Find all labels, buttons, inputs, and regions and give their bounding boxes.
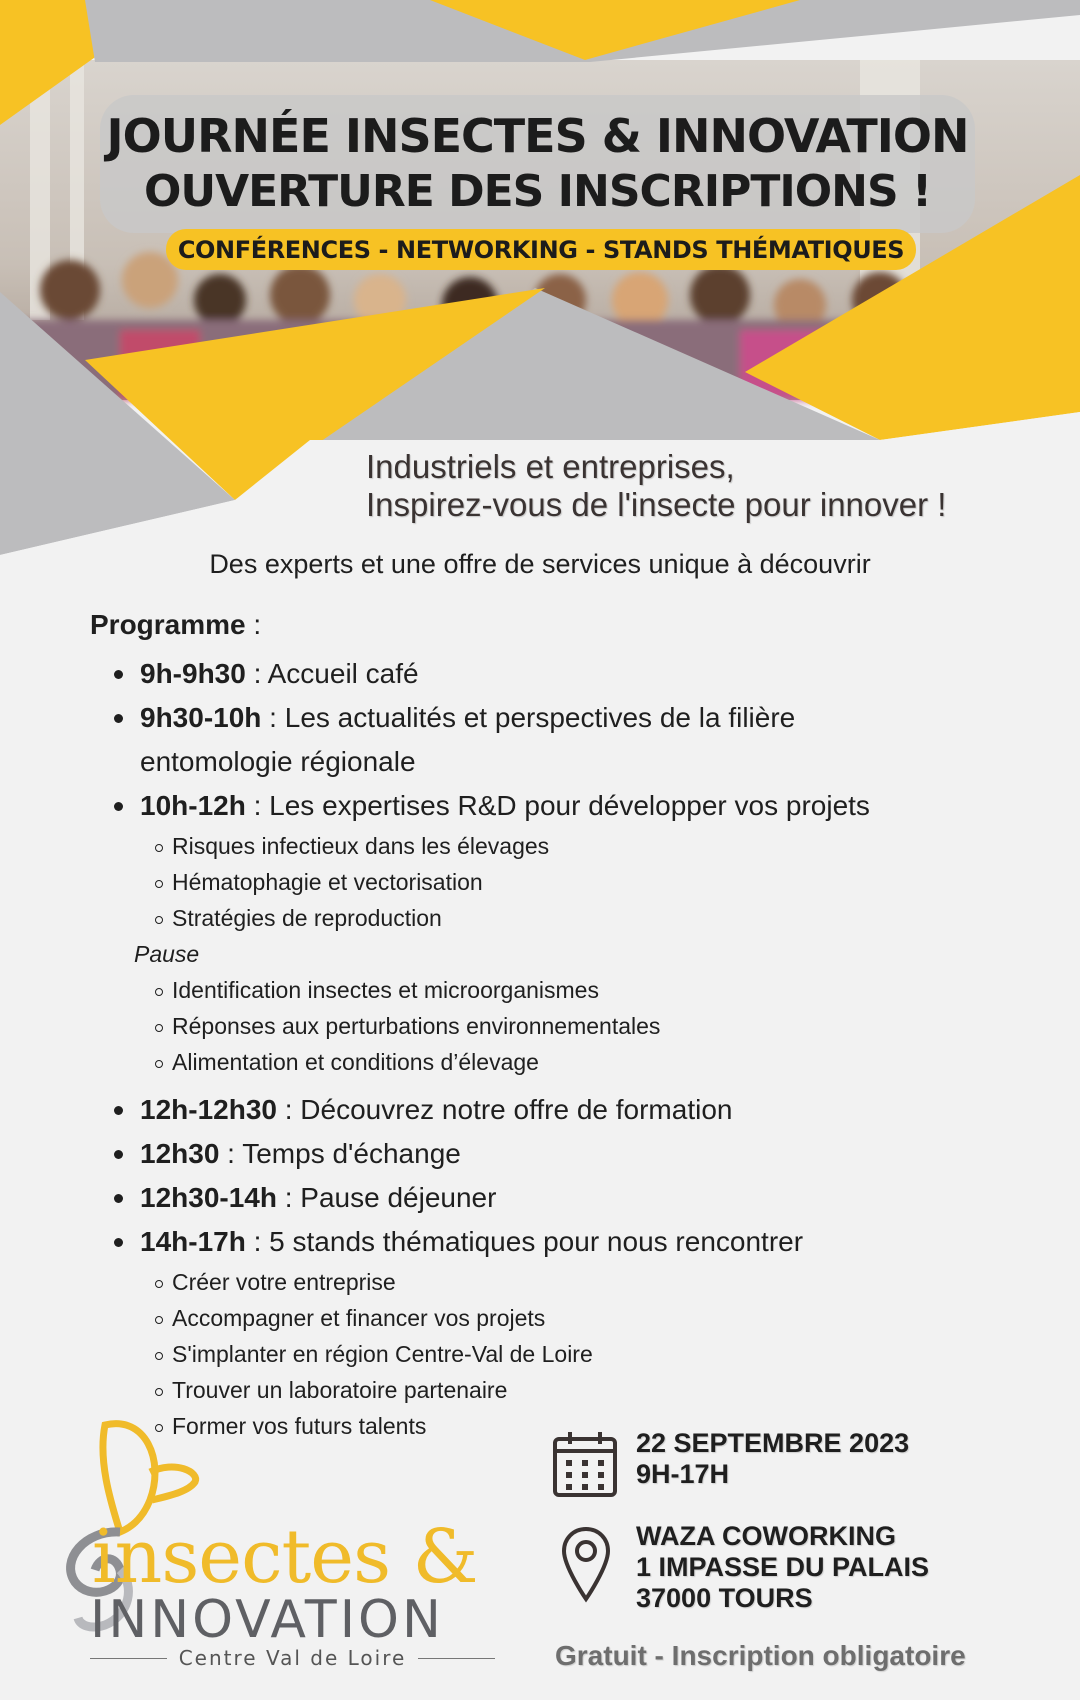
programme	[90, 608, 1050, 1444]
date-label: 22 SEPTEMBRE 2023	[636, 1428, 910, 1458]
programme-item	[90, 1220, 1050, 1264]
programme-item	[90, 652, 1050, 696]
sub-item: S'implanter en région Centre-Val de Loire	[90, 1336, 1050, 1372]
logo-region	[90, 1646, 495, 1670]
free-registration-note: Gratuit - Inscription obligatoire	[555, 1640, 966, 1671]
sub-item: Stratégies de reproduction	[90, 900, 1050, 936]
programme-item	[90, 1176, 1050, 1220]
title-line-1: JOURNÉE INSECTES & INNOVATION	[106, 109, 969, 163]
hours-label: 9H-17H	[636, 1459, 730, 1489]
programme-heading-colon: :	[245, 609, 262, 640]
item-time: 9h-9h30	[140, 658, 246, 689]
event-date	[636, 1428, 909, 1490]
item-time: 14h-17h	[140, 1226, 246, 1257]
item-text: : Temps d'échange	[219, 1138, 461, 1169]
item-text-continued: entomologie régionale	[140, 746, 416, 777]
programme-heading-label: Programme	[90, 609, 246, 640]
item-time: 12h-12h30	[140, 1094, 277, 1125]
item-text: : 5 stands thématiques pour nous rencontrer	[245, 1226, 804, 1257]
item-time: 12h30-14h	[140, 1182, 277, 1213]
programme-item	[90, 784, 1050, 828]
sub-item: Réponses aux perturbations environnementales	[90, 1008, 1050, 1044]
sub-item: Alimentation et conditions d’élevage	[90, 1044, 1050, 1080]
calendar-icon	[552, 1430, 618, 1498]
logo-word-insectes: insectes &	[92, 1514, 478, 1600]
sub-item: Trouver un laboratoire partenaire	[90, 1372, 1050, 1408]
programme-heading	[90, 608, 1050, 642]
sub-item: Hématophagie et vectorisation	[90, 864, 1050, 900]
location-pin-icon	[560, 1525, 612, 1605]
sub-item: Créer votre entreprise	[90, 1264, 1050, 1300]
title-box	[100, 95, 975, 233]
sub-item: Identification insectes et microorganismes	[90, 972, 1050, 1008]
place-line-2: 1 IMPASSE DU PALAIS	[636, 1552, 930, 1582]
logo-word-innovation: INNOVATION	[90, 1590, 444, 1650]
item-text: : Les expertises R&D pour développer vos projets	[245, 790, 870, 821]
item-time: 9h30-10h	[140, 702, 262, 733]
item-time: 10h-12h	[140, 790, 246, 821]
programme-item	[90, 1132, 1050, 1176]
place-line-3: 37000 TOURS	[636, 1583, 813, 1613]
subtitle-pill: CONFÉRENCES - NETWORKING - STANDS THÉMATIQUES	[166, 229, 916, 270]
tagline	[366, 448, 946, 524]
item-text: : Découvrez notre offre de formation	[276, 1094, 733, 1125]
title-line-2: OUVERTURE DES INSCRIPTIONS !	[143, 166, 932, 217]
experts-line: Des experts et une offre de services unique à découvrir	[209, 549, 871, 579]
item-time: 12h30	[140, 1138, 220, 1169]
sub-item: Risques infectieux dans les élevages	[90, 828, 1050, 864]
tagline-line-1: Industriels et entreprises,	[366, 448, 735, 485]
tagline-line-2: Inspirez-vous de l'insecte pour innover !	[366, 486, 947, 523]
item-text: : Accueil café	[245, 658, 419, 689]
logo-region-label: Centre Val de Loire	[178, 1646, 407, 1670]
programme-item	[90, 696, 1050, 784]
pause-label: Pause	[134, 941, 200, 967]
item-text: : Pause déjeuner	[276, 1182, 497, 1213]
event-location	[636, 1521, 929, 1614]
item-text: : Les actualités et perspectives de la filière	[261, 702, 796, 733]
sub-item: Accompagner et financer vos projets	[90, 1300, 1050, 1336]
sub-item: Former vos futurs talents	[90, 1408, 1050, 1444]
programme-item	[90, 1088, 1050, 1132]
place-line-1: WAZA COWORKING	[636, 1521, 896, 1551]
